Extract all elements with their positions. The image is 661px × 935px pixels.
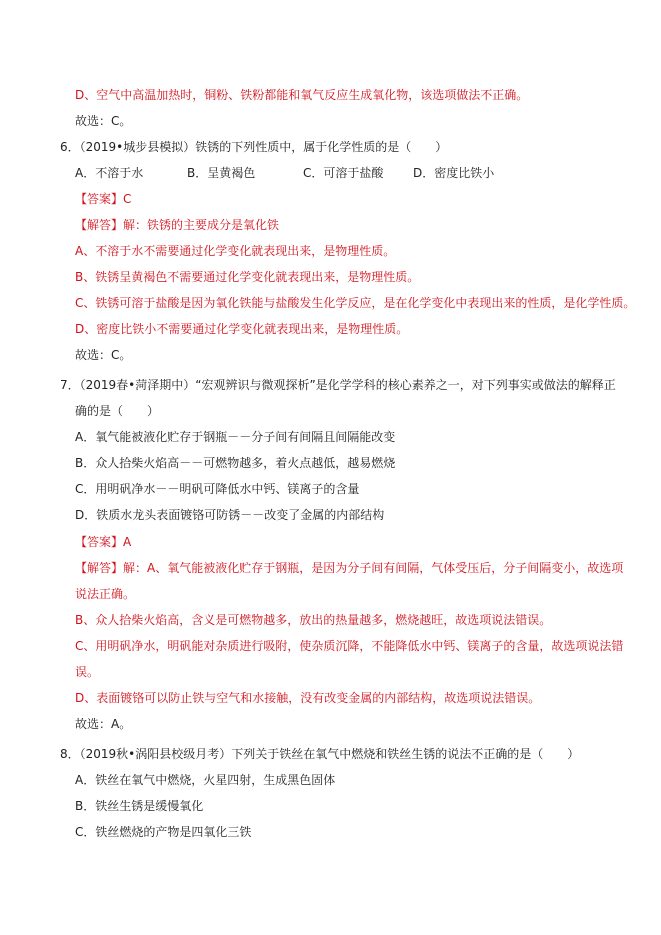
q6-stem: 6．（2019•城步县模拟）铁锈的下列性质中，属于化学性质的是（ ）: [60, 140, 448, 154]
q6-option-c: C．可溶于盐酸: [303, 166, 384, 180]
q7-explain-c-line-1: C、用明矾净水，明矾能对杂质进行吸附，使杂质沉降，不能降低水中钙、镁离子的含量，故选项说法错: [75, 639, 624, 653]
q7-stem-line-2: 确的是（ ）: [75, 404, 160, 418]
q7-final-answer: 故选：A。: [75, 717, 132, 731]
q6-final-answer: 故选：C。: [75, 348, 132, 362]
q7-option-b: B．众人拾柴火焰高－－可燃物越多，着火点越低，越易燃烧: [75, 456, 396, 470]
q6-explain-d: D、密度比铁小不需要通过化学变化就表现出来，是物理性质。: [75, 322, 409, 336]
prev-explain-d: D、空气中高温加热时，铜粉、铁粉都能和氧气反应生成氧化物，该选项做法不正确。: [75, 88, 529, 102]
q6-explain-c: C、铁锈可溶于盐酸是因为氧化铁能与盐酸发生化学反应，是在化学变化中表现出来的性质，是化学性质。: [75, 296, 636, 310]
q6-solution-intro: 【解答】解：铁锈的主要成分是氧化铁: [75, 218, 280, 232]
q7-solution-line-1: 【解答】解：A、氧气能被液化贮存于钢瓶，是因为分子间有间隔，气体受压后，分子间隔变小，故选项: [75, 561, 624, 575]
q7-option-d: D．铁质水龙头表面镀铬可防锈－－改变了金属的内部结构: [75, 508, 385, 522]
q6-option-b: B．呈黄褐色: [187, 166, 256, 180]
q8-option-b: B．铁丝生锈是缓慢氧化: [75, 799, 204, 813]
q8-option-a: A．铁丝在氧气中燃烧，火星四射，生成黑色固体: [75, 773, 336, 787]
q7-option-c: C．用明矾净水－－明矾可降低水中钙、镁离子的含量: [75, 482, 360, 496]
q7-explain-d: D、表面镀铬可以防止铁与空气和水接触，没有改变金属的内部结构，故选项说法错误。: [75, 691, 541, 705]
q6-explain-a: A、不溶于水不需要通过化学变化就表现出来，是物理性质。: [75, 244, 396, 258]
q6-option-d: D．密度比铁小: [413, 166, 495, 180]
q7-explain-b: B、众人拾柴火焰高，含义是可燃物越多，放出的热量越多，燃烧越旺，故选项说法错误。: [75, 613, 552, 627]
q7-solution-line-2: 说法正确。: [75, 587, 136, 601]
q8-stem: 8．（2019秋•涡阳县校级月考）下列关于铁丝在氧气中燃烧和铁丝生锈的说法不正确的是（ ）: [60, 747, 580, 761]
q7-answer-label: 【答案】A: [75, 535, 132, 549]
q7-option-a: A．氧气能被液化贮存于钢瓶－－分子间有间隔且间隔能改变: [75, 430, 396, 444]
q7-explain-c-line-2: 误。: [75, 665, 100, 679]
q7-stem-line-1: 7．（2019春•菏泽期中）“宏观辨识与微观探析”是化学学科的核心素养之一，对下列事实或做法的解释正: [60, 378, 616, 392]
q6-explain-b: B、铁锈呈黄褐色不需要通过化学变化就表现出来，是物理性质。: [75, 270, 420, 284]
q6-option-a: A．不溶于水: [75, 166, 144, 180]
q6-options: [75, 165, 535, 181]
prev-final-answer: 故选：C。: [75, 114, 132, 128]
q6-answer-label: 【答案】C: [75, 192, 132, 206]
q8-option-c: C．铁丝燃烧的产物是四氧化三铁: [75, 825, 252, 839]
